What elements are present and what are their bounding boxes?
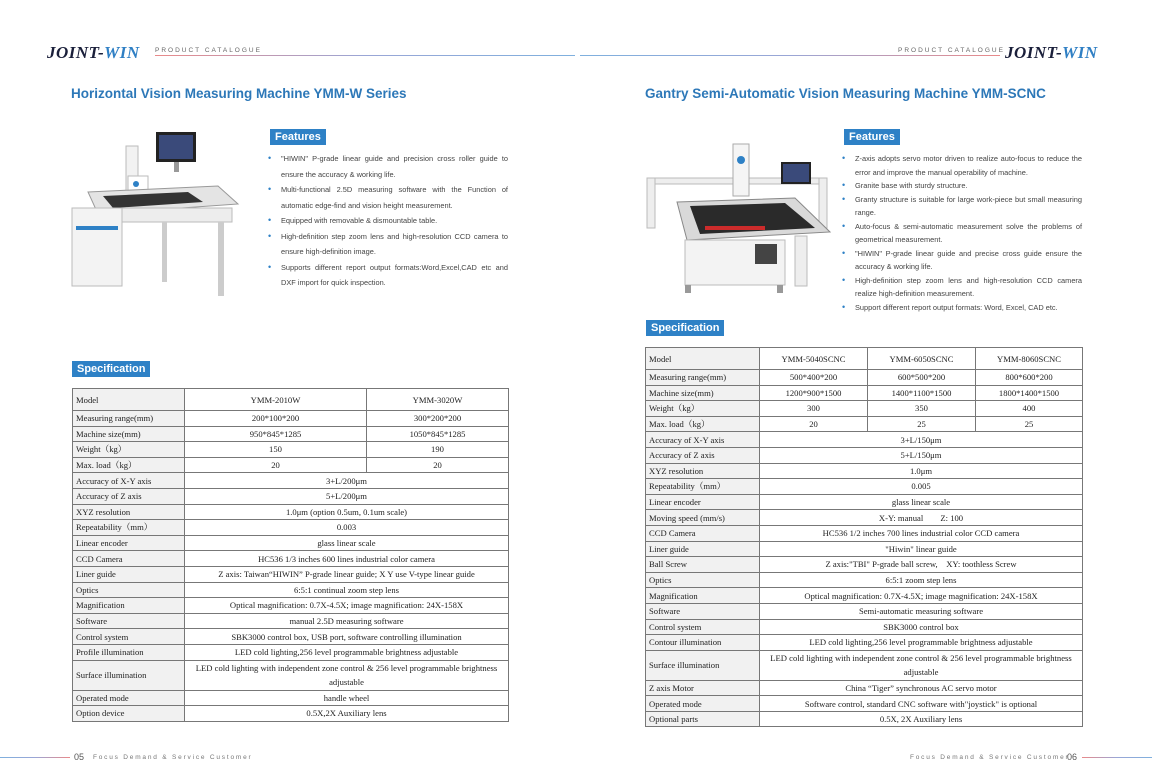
table-row xyxy=(73,629,509,645)
table-cell: Option device xyxy=(73,706,185,722)
table-cell: Machine size(mm) xyxy=(646,385,760,401)
list-item: • Equipped with removable & dismountable table. xyxy=(268,213,508,229)
table-row xyxy=(73,582,509,598)
table-cell: Linear encoder xyxy=(73,535,185,551)
table-cell: Optional parts xyxy=(646,711,760,727)
footer-divider-left xyxy=(0,757,70,758)
table-row xyxy=(646,385,1083,401)
table-cell: 25 xyxy=(868,416,976,432)
table-cell: 3+L/200μm xyxy=(185,473,509,489)
table-cell: CCD Camera xyxy=(73,551,185,567)
table-header-cell: Model xyxy=(646,348,760,370)
table-cell: LED cold lighting,256 level programmable brightness adjustable xyxy=(185,644,509,660)
features-list-right xyxy=(842,152,1082,314)
table-cell: 6:5:1 continual zoom step lens xyxy=(185,582,509,598)
features-label-right: Features xyxy=(844,129,900,145)
table-cell: Control system xyxy=(73,629,185,645)
table-header-cell: YMM-2010W xyxy=(185,389,367,411)
table-cell: 20 xyxy=(760,416,868,432)
table-cell: 600*500*200 xyxy=(868,370,976,386)
table-cell: Accuracy of Z axis xyxy=(73,488,185,504)
table-cell: 1200*900*1500 xyxy=(760,385,868,401)
table-row xyxy=(646,557,1083,573)
table-cell: 20 xyxy=(367,457,509,473)
list-item: • High-definition step zoom lens and high-resolution CCD camera to ensure high-definition image. xyxy=(268,229,508,260)
table-cell: X-Y: manual Z: 100 xyxy=(760,510,1083,526)
table-row xyxy=(646,650,1083,680)
catalog-label-right: PRODUCT CATALOGUE xyxy=(898,47,1005,54)
table-row xyxy=(646,603,1083,619)
table-row xyxy=(73,598,509,614)
table-row xyxy=(73,488,509,504)
table-row xyxy=(646,680,1083,696)
table-cell: HC536 1/2 inches 700 lines industrial color CCD camera xyxy=(760,525,1083,541)
table-header-cell: Model xyxy=(73,389,185,411)
list-item: • Support different report output formats: Word, Excel, CAD etc. xyxy=(842,301,1082,315)
table-cell: Surface illumination xyxy=(646,650,760,680)
table-cell: 3+L/150μm xyxy=(760,432,1083,448)
table-row xyxy=(73,690,509,706)
spec-table-left xyxy=(72,388,509,722)
list-item: • "HIWIN" P-grade linear guide and precise cross guide ensure the accuracy & working life. xyxy=(842,247,1082,274)
table-cell: Software xyxy=(646,603,760,619)
table-cell: Z axis: Taiwan“HIWIN” P-grade linear guide; X Y use V-type linear guide xyxy=(185,566,509,582)
spec-label-left: Specification xyxy=(72,361,150,377)
table-cell: Operated mode xyxy=(646,696,760,712)
page-number-right: 06 xyxy=(1067,752,1078,762)
table-cell: Control system xyxy=(646,619,760,635)
table-row xyxy=(73,389,509,411)
table-cell: Liner guide xyxy=(73,566,185,582)
table-cell: Moving speed (mm/s) xyxy=(646,510,760,526)
table-cell: Ball Screw xyxy=(646,557,760,573)
table-cell: glass linear scale xyxy=(760,494,1083,510)
list-item: • Granite base with sturdy structure. xyxy=(842,179,1082,193)
table-cell: Repeatability（mm） xyxy=(646,479,760,495)
table-row xyxy=(646,432,1083,448)
table-row xyxy=(73,660,509,690)
table-cell: Magnification xyxy=(73,598,185,614)
table-cell: 1050*845*1285 xyxy=(367,426,509,442)
table-cell: Max. load（kg） xyxy=(73,457,185,473)
header-divider-right xyxy=(580,55,1000,56)
table-cell: 20 xyxy=(185,457,367,473)
table-row xyxy=(646,510,1083,526)
table-cell: XYZ resolution xyxy=(73,504,185,520)
table-cell: "Hiwin" linear guide xyxy=(760,541,1083,557)
table-row xyxy=(646,401,1083,417)
table-row xyxy=(646,370,1083,386)
spec-label-right: Specification xyxy=(646,320,724,336)
table-cell: 6:5:1 zoom step lens xyxy=(760,572,1083,588)
table-cell: 800*600*200 xyxy=(976,370,1083,386)
table-cell: XYZ resolution xyxy=(646,463,760,479)
table-row xyxy=(73,457,509,473)
table-cell: Liner guide xyxy=(646,541,760,557)
table-cell: 350 xyxy=(868,401,976,417)
table-row xyxy=(646,416,1083,432)
table-cell: Optical magnification: 0.7X-4.5X; image magnification: 24X-158X xyxy=(760,588,1083,604)
spec-table-right xyxy=(645,347,1083,727)
header-divider-left xyxy=(155,55,575,56)
table-cell: Software xyxy=(73,613,185,629)
table-header-cell: YMM-8060SCNC xyxy=(976,348,1083,370)
table-header-cell: YMM-3020W xyxy=(367,389,509,411)
table-cell: 1.0μm (option 0.5um, 0.1um scale) xyxy=(185,504,509,520)
table-row xyxy=(73,706,509,722)
table-cell: Z axis Motor xyxy=(646,680,760,696)
table-cell: Z axis:"TBI" P-grade ball screw, XY: toothless Screw xyxy=(760,557,1083,573)
table-row xyxy=(646,494,1083,510)
table-row xyxy=(646,619,1083,635)
table-cell: 0.003 xyxy=(185,520,509,536)
footer-divider-right xyxy=(1082,757,1152,758)
table-row xyxy=(73,442,509,458)
table-cell: SBK3000 control box xyxy=(760,619,1083,635)
machine-photo-ymm-w xyxy=(68,126,243,298)
table-row xyxy=(73,504,509,520)
page-title-right: Gantry Semi-Automatic Vision Measuring Machine YMM-SCNC xyxy=(645,86,1046,101)
table-row xyxy=(73,566,509,582)
page-number-left: 05 xyxy=(74,752,85,762)
table-cell: Accuracy of Z axis xyxy=(646,447,760,463)
table-cell: 5+L/200μm xyxy=(185,488,509,504)
table-cell: 300*200*200 xyxy=(367,411,509,427)
table-row xyxy=(646,463,1083,479)
table-cell: Repeatability（mm） xyxy=(73,520,185,536)
list-item: • Granty structure is suitable for large work-piece but small measuring range. xyxy=(842,193,1082,220)
table-cell: CCD Camera xyxy=(646,525,760,541)
table-cell: Max. load（kg） xyxy=(646,416,760,432)
table-row xyxy=(73,520,509,536)
table-row xyxy=(646,696,1083,712)
table-row xyxy=(73,551,509,567)
page-title-left: Horizontal Vision Measuring Machine YMM-W Series xyxy=(71,86,407,101)
features-label-left: Features xyxy=(270,129,326,145)
table-header-cell: YMM-5040SCNC xyxy=(760,348,868,370)
list-item: • High-definition step zoom lens and high-resolution CCD camera realize high-definition measurement. xyxy=(842,274,1082,301)
table-cell: 950*845*1285 xyxy=(185,426,367,442)
table-row xyxy=(73,535,509,551)
table-row xyxy=(646,447,1083,463)
table-cell: Contour illumination xyxy=(646,635,760,651)
list-item: • Supports different report output formats:Word,Excel,CAD etc and DXF import for quick inspection. xyxy=(268,260,508,291)
table-cell: Semi-automatic measuring software xyxy=(760,603,1083,619)
table-row xyxy=(646,348,1083,370)
table-row xyxy=(73,613,509,629)
table-cell: 150 xyxy=(185,442,367,458)
brand-logo-right: JOINT-WIN xyxy=(1005,43,1098,62)
table-cell: Accuracy of X-Y axis xyxy=(73,473,185,489)
table-cell: handle wheel xyxy=(185,690,509,706)
table-row xyxy=(73,426,509,442)
table-cell: LED cold lighting with independent zone control & 256 level programmable brightness adjustable xyxy=(760,650,1083,680)
table-cell: Optical magnification: 0.7X-4.5X; image magnification: 24X-158X xyxy=(185,598,509,614)
list-item: • Z-axis adopts servo motor driven to realize auto-focus to reduce the error and improve the manual operability of machine. xyxy=(842,152,1082,179)
table-cell: 25 xyxy=(976,416,1083,432)
table-cell: 0.5X,2X Auxiliary lens xyxy=(185,706,509,722)
brand-logo-left: JOINT-WIN xyxy=(47,43,140,62)
table-cell: 300 xyxy=(760,401,868,417)
table-row xyxy=(646,635,1083,651)
table-row xyxy=(73,411,509,427)
table-row xyxy=(646,541,1083,557)
table-cell: Measuring range(mm) xyxy=(73,411,185,427)
table-cell: Accuracy of X-Y axis xyxy=(646,432,760,448)
table-row xyxy=(646,525,1083,541)
catalog-label-left: PRODUCT CATALOGUE xyxy=(155,47,262,54)
table-header-cell: YMM-6050SCNC xyxy=(868,348,976,370)
table-cell: 0.005 xyxy=(760,479,1083,495)
table-cell: Weight（kg） xyxy=(646,401,760,417)
machine-photo-ymm-scnc xyxy=(645,140,835,295)
table-cell: 5+L/150μm xyxy=(760,447,1083,463)
table-cell: LED cold lighting,256 level programmable brightness adjustable xyxy=(760,635,1083,651)
list-item: • Auto-focus & semi-automatic measurement solve the problems of geometrical measurement. xyxy=(842,220,1082,247)
table-cell: LED cold lighting with independent zone control & 256 level programmable brightness adjustable xyxy=(185,660,509,690)
table-row xyxy=(646,711,1083,727)
table-cell: SBK3000 control box, USB port, software controlling illumination xyxy=(185,629,509,645)
table-cell: Optics xyxy=(73,582,185,598)
table-cell: 1.0μm xyxy=(760,463,1083,479)
table-cell: 1800*1400*1500 xyxy=(976,385,1083,401)
table-row xyxy=(73,473,509,489)
table-cell: Weight（kg） xyxy=(73,442,185,458)
table-cell: 1400*1100*1500 xyxy=(868,385,976,401)
table-cell: manual 2.5D measuring software xyxy=(185,613,509,629)
table-cell: Linear encoder xyxy=(646,494,760,510)
table-cell: Operated mode xyxy=(73,690,185,706)
table-cell: 190 xyxy=(367,442,509,458)
list-item: • "HIWIN" P-grade linear guide and precision cross roller guide to ensure the accuracy & working life. xyxy=(268,151,508,182)
table-cell: 0.5X, 2X Auxiliary lens xyxy=(760,711,1083,727)
table-cell: HC536 1/3 inches 600 lines industrial color camera xyxy=(185,551,509,567)
table-cell: China “Tiger” synchronous AC servo motor xyxy=(760,680,1083,696)
table-cell: Software control, standard CNC software with"joystick" is optional xyxy=(760,696,1083,712)
table-cell: Surface illumination xyxy=(73,660,185,690)
table-cell: Profile illumination xyxy=(73,644,185,660)
table-cell: 500*400*200 xyxy=(760,370,868,386)
table-cell: 400 xyxy=(976,401,1083,417)
table-cell: Magnification xyxy=(646,588,760,604)
table-cell: Machine size(mm) xyxy=(73,426,185,442)
features-list-left xyxy=(268,151,508,291)
table-cell: 200*100*200 xyxy=(185,411,367,427)
table-row xyxy=(646,588,1083,604)
table-row xyxy=(73,644,509,660)
table-row xyxy=(646,572,1083,588)
table-cell: glass linear scale xyxy=(185,535,509,551)
table-cell: Measuring range(mm) xyxy=(646,370,760,386)
footer-slogan-right: Focus Demand & Service Customer xyxy=(910,754,1070,761)
table-cell: Optics xyxy=(646,572,760,588)
footer-slogan-left: Focus Demand & Service Customer xyxy=(93,754,253,761)
table-row xyxy=(646,479,1083,495)
list-item: • Multi-functional 2.5D measuring software with the Function of automatic edge-find and vision height measurement. xyxy=(268,182,508,213)
